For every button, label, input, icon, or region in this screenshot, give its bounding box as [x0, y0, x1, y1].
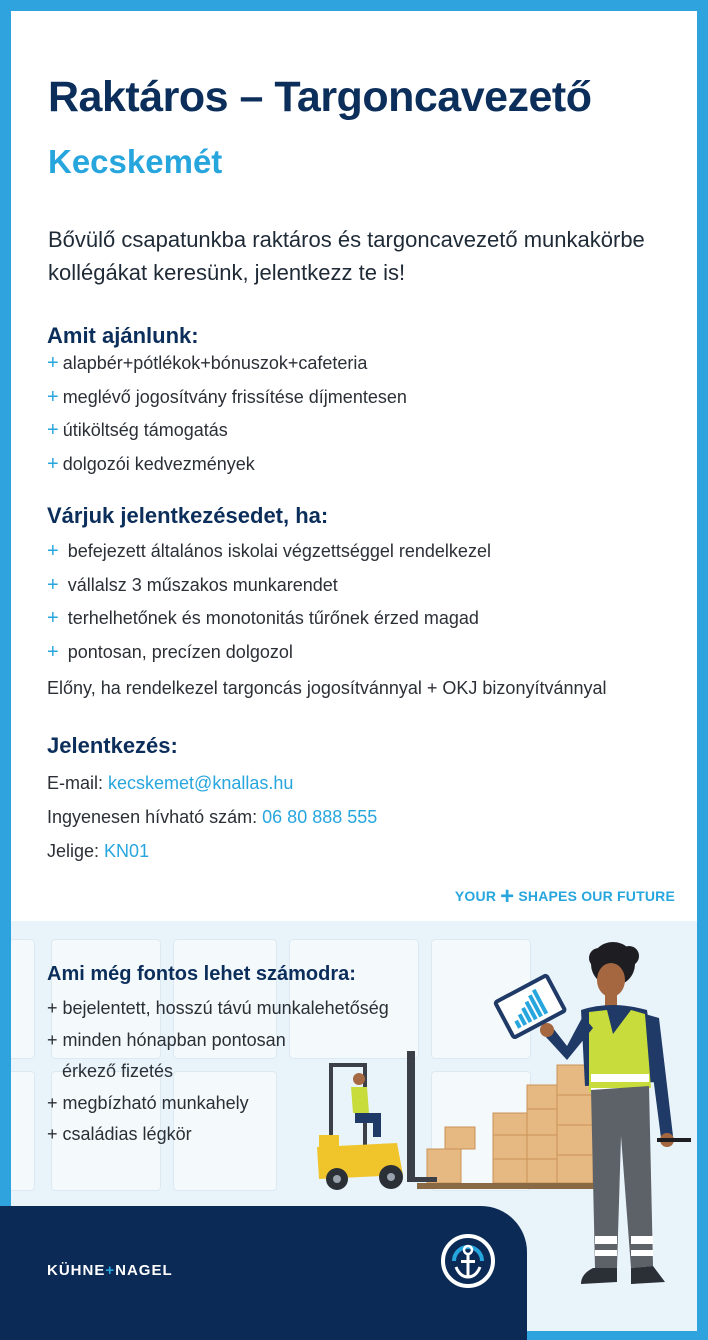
code-line: Jelige: KN01 [47, 841, 150, 861]
plus-icon: + [500, 883, 515, 910]
shelf-block [11, 939, 35, 1059]
plus-icon: + [47, 352, 59, 374]
email-line: E-mail: kecskemet@knallas.hu [47, 773, 294, 793]
requirements-heading: Várjuk jelentkezésedet, ha: [47, 503, 329, 528]
phone-link[interactable]: 06 80 888 555 [262, 807, 378, 827]
extras-heading: Ami még fontos lehet számodra: [47, 963, 356, 985]
list-item: érkező fizetés [47, 1061, 174, 1081]
list-item: + vállalsz 3 műszakos munkarendet [47, 569, 491, 603]
anchor-icon [440, 1233, 496, 1289]
list-item: + megbízható munkahely [47, 1092, 249, 1113]
list-item: + befejezett általános iskolai végzettséggel rendelkezel [47, 535, 491, 569]
apply-heading: Jelentkezés: [47, 733, 178, 758]
code-value: KN01 [104, 841, 150, 861]
job-ad-card [11, 11, 697, 1331]
phone-line: Ingyenesen hívható szám: 06 80 888 555 [47, 807, 378, 827]
list-item: + meglévő jogosítvány frissítése díjmentesen [47, 381, 407, 415]
list-item: + alapbér+pótlékok+bónuszok+cafeteria [47, 347, 407, 381]
job-location: Kecskemét [48, 143, 223, 180]
plus-icon: + [47, 385, 59, 408]
intro-text: Bővülő csapatunkba raktáros és targoncavezető munkakörbe kollégákat keresünk, jelentkezz te is! [48, 227, 645, 285]
list-item: + bejelentett, hosszú távú munkalehetőség [47, 998, 389, 1018]
job-title: Raktáros – Targoncavezető [48, 73, 592, 121]
list-item: + útiköltség támogatás [47, 414, 407, 448]
list-item: + dolgozói kedvezmények [47, 448, 407, 482]
tagline: YOUR + SHAPES OUR FUTURE [454, 883, 675, 910]
plus-icon: + [47, 607, 59, 629]
requirements-list [47, 535, 491, 669]
list-item: + terhelhetőnek és monotonitás tűrőnek érzed magad [47, 602, 491, 636]
email-link[interactable]: kecskemet@knallas.hu [108, 773, 294, 793]
offer-list [47, 347, 407, 481]
plus-icon: + [47, 640, 59, 663]
advantage-note: Előny, ha rendelkezel targoncás jogosítvánnyal + OKJ bizonyítvánnyal [47, 678, 607, 698]
list-item: + családias légkör [47, 1124, 192, 1144]
list-item: + pontosan, precízen dolgozol [47, 636, 491, 670]
offer-heading: Amit ajánlunk: [47, 323, 199, 348]
plus-icon: + [47, 540, 59, 562]
shelf-block [11, 1071, 35, 1191]
plus-icon: + [47, 573, 59, 596]
plus-icon: + [47, 452, 59, 475]
kuehne-nagel-logo: KÜHNE+NAGEL [47, 1262, 173, 1279]
list-item: + minden hónapban pontosan [47, 1029, 286, 1050]
plus-icon: + [47, 419, 59, 441]
